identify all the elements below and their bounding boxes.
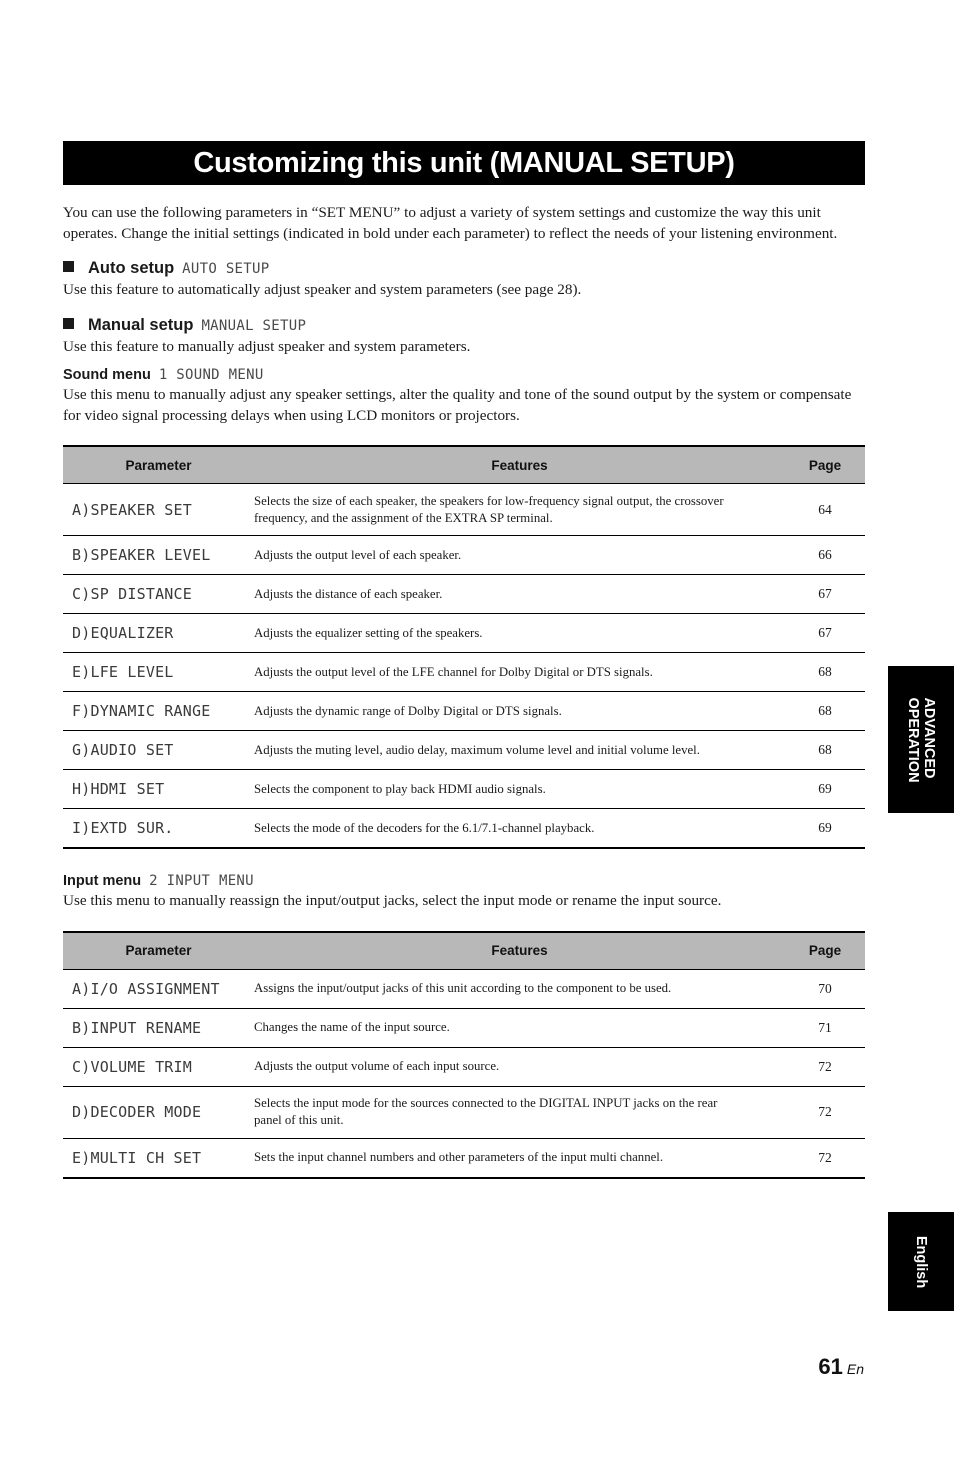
input-menu-description: Use this menu to manually reassign the input/output jacks, select the input mode or rename the input source.	[63, 892, 722, 909]
parameter-cell: F)DYNAMIC RANGE	[63, 692, 254, 731]
page-cell: 66	[785, 536, 865, 575]
manual-setup-title: Manual setup	[88, 315, 194, 334]
sound-menu-description: Use this menu to manually adjust any speaker settings, alter the quality and tone of the sound output by the system or compensate for video signal processing delays when using LCD monitors or projectors.	[63, 386, 852, 424]
feature-cell: Adjusts the dynamic range of Dolby Digital or DTS signals.	[254, 692, 785, 731]
advanced-operation-label	[905, 697, 937, 782]
parameter-cell: I)EXTD SUR.	[63, 809, 254, 849]
feature-cell: Assigns the input/output jacks of this unit according to the component to be used.	[254, 969, 785, 1008]
page-cell: 68	[785, 692, 865, 731]
table-header-row	[63, 446, 865, 484]
table-row	[63, 770, 865, 809]
manual-setup-description: Use this feature to manually adjust speaker and system parameters.	[63, 337, 471, 355]
column-header-page: Page	[785, 446, 865, 484]
table-header-row	[63, 932, 865, 970]
manual-setup-display-text: MANUAL SETUP	[201, 317, 307, 334]
intro-paragraph: You can use the following parameters in “SET MENU” to adjust a variety of system settings and customize the way this unit operates. Change the initial settings (indicated in bold under each parameter) to reflect the needs of your listening environment.	[63, 204, 838, 242]
feature-cell: Selects the input mode for the sources connected to the DIGITAL INPUT jacks on the rear panel of this unit.	[254, 1086, 785, 1138]
feature-cell: Adjusts the muting level, audio delay, maximum volume level and initial volume level.	[254, 731, 785, 770]
main-content	[63, 203, 865, 1179]
parameter-cell: B)SPEAKER LEVEL	[63, 536, 254, 575]
feature-cell: Changes the name of the input source.	[254, 1008, 785, 1047]
parameter-cell: D)DECODER MODE	[63, 1086, 254, 1138]
column-header-parameter: Parameter	[63, 932, 254, 970]
sound-menu-display-text: 1 SOUND MENU	[158, 367, 264, 383]
sound-menu-table	[63, 445, 865, 849]
parameter-cell: A)I/O ASSIGNMENT	[63, 969, 254, 1008]
table-row	[63, 1138, 865, 1178]
feature-cell: Adjusts the output level of the LFE channel for Dolby Digital or DTS signals.	[254, 653, 785, 692]
auto-setup-title: Auto setup	[88, 259, 175, 277]
page-cell: 69	[785, 809, 865, 849]
parameter-cell: D)EQUALIZER	[63, 614, 254, 653]
page-cell: 72	[785, 1047, 865, 1086]
parameter-cell: C)SP DISTANCE	[63, 575, 254, 614]
table-row	[63, 809, 865, 849]
column-header-parameter: Parameter	[63, 446, 254, 484]
parameter-cell: B)INPUT RENAME	[63, 1008, 254, 1047]
feature-cell: Adjusts the distance of each speaker.	[254, 575, 785, 614]
page-number-value: 61	[818, 1354, 843, 1379]
feature-cell: Adjusts the output level of each speaker.	[254, 536, 785, 575]
column-header-page: Page	[785, 932, 865, 970]
feature-cell: Selects the mode of the decoders for the 6.1/7.1-channel playback.	[254, 809, 785, 849]
feature-cell: Selects the size of each speaker, the speakers for low-frequency signal output, the crossover frequency, and the assignment of the EXTRA SP terminal.	[254, 484, 785, 536]
table-row	[63, 575, 865, 614]
manual-setup-heading	[63, 314, 865, 337]
language-tab	[888, 1212, 954, 1311]
column-header-features: Features	[254, 932, 785, 970]
column-header-features: Features	[254, 446, 785, 484]
page-language-code: En	[846, 1361, 864, 1377]
advanced-operation-tab	[888, 666, 954, 813]
table-row	[63, 536, 865, 575]
advanced-label-line1: ADVANCED	[921, 696, 937, 779]
table-row	[63, 653, 865, 692]
input-menu-table	[63, 931, 865, 1179]
feature-cell: Adjusts the output volume of each input source.	[254, 1047, 785, 1086]
page-title: Customizing this unit (MANUAL SETUP)	[63, 141, 865, 185]
page-cell: 67	[785, 614, 865, 653]
page-cell: 67	[785, 575, 865, 614]
table-row	[63, 692, 865, 731]
input-menu-title: Input menu	[63, 873, 142, 889]
page-cell: 72	[785, 1086, 865, 1138]
page-cell: 68	[785, 653, 865, 692]
auto-setup-description: Use this feature to automatically adjust speaker and system parameters (see page 28).	[63, 281, 582, 298]
bullet-square-icon	[63, 318, 74, 329]
page-number	[818, 1354, 864, 1380]
sound-menu-title: Sound menu	[63, 367, 151, 383]
page-cell: 70	[785, 969, 865, 1008]
page-cell: 68	[785, 731, 865, 770]
page-cell: 72	[785, 1138, 865, 1178]
auto-setup-display-text: AUTO SETUP	[182, 261, 270, 277]
page-cell: 71	[785, 1008, 865, 1047]
sound-menu-heading	[63, 365, 865, 385]
bullet-square-icon	[63, 261, 74, 272]
parameter-cell: A)SPEAKER SET	[63, 484, 254, 536]
table-row	[63, 969, 865, 1008]
page-cell: 69	[785, 770, 865, 809]
feature-cell: Selects the component to play back HDMI audio signals.	[254, 770, 785, 809]
input-menu-heading	[63, 871, 865, 891]
parameter-cell: E)MULTI CH SET	[63, 1138, 254, 1178]
page-cell: 64	[785, 484, 865, 536]
input-menu-display-text: 2 INPUT MENU	[149, 873, 254, 889]
parameter-cell: H)HDMI SET	[63, 770, 254, 809]
language-label: English	[913, 1235, 929, 1288]
feature-cell: Sets the input channel numbers and other parameters of the input multi channel.	[254, 1138, 785, 1178]
table-row	[63, 731, 865, 770]
parameter-cell: G)AUDIO SET	[63, 731, 254, 770]
table-row	[63, 1047, 865, 1086]
table-row	[63, 1086, 865, 1138]
parameter-cell: E)LFE LEVEL	[63, 653, 254, 692]
feature-cell: Adjusts the equalizer setting of the speakers.	[254, 614, 785, 653]
advanced-label-line2: OPERATION	[905, 696, 921, 783]
parameter-cell: C)VOLUME TRIM	[63, 1047, 254, 1086]
table-row	[63, 1008, 865, 1047]
table-row	[63, 484, 865, 536]
table-row	[63, 614, 865, 653]
auto-setup-heading	[63, 257, 865, 280]
